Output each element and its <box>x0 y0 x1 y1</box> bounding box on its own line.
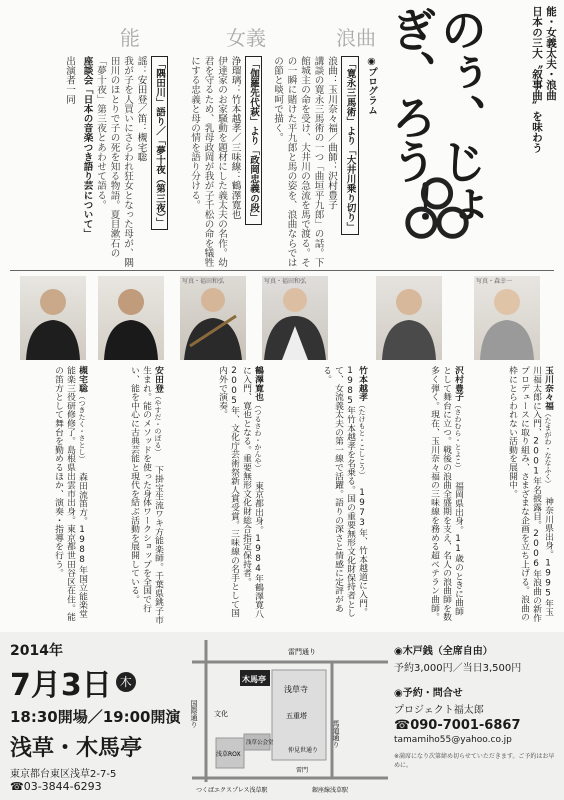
bio-text-tamagawa: 神奈川県出身。1995年玉川福太郎に入門、2001年名披露目。2006年浪曲の新作プロデュースに取り組み、さまざまな企画を立ち上げる。浪曲の枠にとらわれない活動を展開中。 <box>507 366 553 622</box>
noh-desc: 我が子を人買いにさらわれ狂女となった母が、隅田川のほとりで子の死を知る物語。夏目漱石の「夢十夜」第三夜とあわせて語る。 <box>95 56 133 268</box>
map-kaminarimon-dori: 雷門通り <box>288 648 316 656</box>
naniwa-performers: 浪曲：玉川奈々福／曲師：沢村豊子 <box>326 56 337 210</box>
access-map[interactable] <box>192 640 388 800</box>
gidayu-performers: 浄瑠璃：竹本越孝／三味線：鶴澤寛也 <box>229 56 241 220</box>
bio-tsurusawa <box>172 366 264 624</box>
map-tx-station: つくばエクスプレス浅草駅 <box>196 787 268 794</box>
bio-yasuda <box>96 366 164 624</box>
map-mokubatei: 木馬亭 <box>242 675 266 684</box>
photo-tsukitaku <box>20 276 86 360</box>
portrait-icon <box>474 276 540 360</box>
ticket-heading: ◉木戸銭（全席自由） <box>394 646 493 657</box>
bio-text-tsurusawa: 東京都出身。1984年鶴澤寛八に入門、寛也となる。重要無形文化財総合指定保持者。2005年、文化庁芸術祭新人賞受賞。三味線の名手として国内外で演奏。 <box>217 366 263 619</box>
photo-tsurusawa <box>180 276 246 360</box>
portrait-icon <box>98 276 164 360</box>
name-tsurusawa: 鶴澤寛也 <box>253 366 263 402</box>
map-rox: 浅草ROX <box>216 751 241 758</box>
name-tsukitaku: 槻宅聡 <box>77 366 87 393</box>
main-title: のぅ、じょぎ、ろう！ <box>384 6 488 226</box>
name-sawamura: 沢村豊子 <box>453 366 463 402</box>
contact-email[interactable]: tamamiho55@yahoo.co.jp <box>394 735 512 745</box>
gidayu-desc: 伊達家のお家騒動を題材にした義太夫の名作。幼君を守るため、乳母政岡が我が子千松の命を犠牲にする忠義と母の情を語り分ける。 <box>189 56 227 268</box>
noh-title: 「隅田川」語り／「夢十夜（第三夜）」 <box>151 56 169 230</box>
event-venue: 浅草・木馬亭 <box>10 736 143 761</box>
reading-takemoto: （たけもと・こしこう） <box>358 401 366 479</box>
program-heading: ◉プログラム <box>366 56 377 115</box>
reading-yasuda: （やすだ・のぼる） <box>154 392 162 456</box>
bio-text-yasuda: 下掛宝生流ワキ方能楽師。千葉県銚子市生まれ。能のメソッドを使った身体ワークショップを全国で行い、能を中心に古典芸能と現代を結ぶ活動を展開している。 <box>129 366 163 624</box>
ticket-price: 予約3,000円／当日3,500円 <box>394 663 522 674</box>
ticket-contact <box>394 642 558 769</box>
photo-takemoto <box>262 276 328 360</box>
triple-ring-crest-icon <box>398 172 476 250</box>
portrait-icon <box>262 276 328 360</box>
name-tamagawa: 玉川奈々福 <box>543 366 553 410</box>
bio-tsukitaku <box>14 366 88 624</box>
tagline-line2: 日本の三大〝叙事曲〟を味わう <box>531 6 543 153</box>
name-yasuda: 安田登 <box>153 366 163 393</box>
bio-sawamura <box>380 366 464 624</box>
event-weekday: 木 <box>116 672 136 692</box>
gidayu-program <box>182 56 262 268</box>
map-gojunoto: 五重塔 <box>286 712 307 720</box>
portrait-icon <box>20 276 86 360</box>
credit-tamagawa: 写真・森幸一 <box>476 278 513 285</box>
symposium-members: 出演者一同 <box>64 56 75 104</box>
contact-phone[interactable]: ☎090-7001-6867 <box>394 718 521 733</box>
contact-note: ※満席になり次第締め切らせていただきます。ご予約はお早めに。 <box>394 753 555 769</box>
name-takemoto: 竹本越孝 <box>357 366 367 402</box>
naniwa-desc: 講談の寛永三馬術の一つ「曲垣平九郎」の話。下館城主の命を受け、大井川の急流を馬で渡る。その一瞬に賭けた平九郎と馬の姿を、浪曲ならではの節と啖呵で描く。 <box>272 56 324 268</box>
genre-naniwa: 浪曲 <box>336 26 376 50</box>
bio-text-takemoto: 1973年、竹本越道に入門。1985年竹本越孝を名乗る。国の重要無形文化財保持者として、女流義太夫の第一線で活躍。語りの深さと情感に定評がある。 <box>321 366 367 618</box>
contact-org: プロジェクト福太郎 <box>394 705 484 716</box>
map-ginza-station: 銀座線浅草駅 <box>312 787 349 794</box>
reading-sawamura: （さわむら・とよこ） <box>454 401 462 472</box>
map-kaminarimon: 雷門 <box>296 767 309 774</box>
credit-tsurusawa: 写真・福田和弘 <box>182 278 225 285</box>
reading-tamagawa: （たまがわ・ななふく） <box>544 410 552 487</box>
event-tel: ☎03-3844-6293 <box>10 780 102 793</box>
event-address: 東京都台東区浅草2-7-5 <box>10 769 117 780</box>
divider-top <box>10 270 554 271</box>
bio-tamagawa <box>476 366 554 624</box>
reading-tsurusawa: （つるさわ・かんや） <box>254 401 262 472</box>
map-sensoji: 浅草寺 <box>284 685 308 694</box>
symposium-title: 座談会「日本の音楽つき語り芸について」 <box>81 56 93 239</box>
bio-text-tsukitaku: 森田流笛方。1988年国立能楽堂能楽三役研修修了。島根県出雲市出身。東京都世田谷区在住。能の笛方として舞台を勤めるほか、演奏・指導を行う。 <box>53 366 87 622</box>
credit-takemoto: 写真・福田和弘 <box>264 278 307 285</box>
portrait-icon <box>376 276 442 360</box>
map-kokusai-dori: 国際通り <box>190 700 198 728</box>
naniwa-title: 「寛永三馬術」より「大井川乗り切り」 <box>341 56 359 235</box>
genre-gidayu: 女義 <box>226 26 266 50</box>
noh-performers: 謡：安田登／笛：槻宅聡 <box>135 56 147 162</box>
event-date-row <box>10 660 181 704</box>
map-bunka: 文化 <box>214 710 228 718</box>
reading-tsukitaku: （つきたく・さとし） <box>78 392 86 463</box>
event-year: 2014年 <box>10 643 63 659</box>
event-info <box>10 640 181 793</box>
genre-noh: 能 <box>120 26 140 50</box>
photo-yasuda <box>98 276 164 360</box>
map-nakamise: 仲見世通り <box>288 747 319 754</box>
map-umamichi-dori: 馬道通り <box>332 720 340 748</box>
tagline-line1: 能・女義太夫・浪曲 <box>545 6 557 101</box>
map-koukaido: 浅草公会堂 <box>246 740 274 746</box>
photo-sawamura <box>376 276 442 360</box>
tagline <box>530 6 558 153</box>
noh-program <box>18 56 168 268</box>
photo-tamagawa <box>474 276 540 360</box>
contact-heading: ◉予約・問合せ <box>394 688 463 699</box>
gidayu-title: 「伽羅先代萩」より「政岡忠義の段」 <box>245 56 263 225</box>
bio-text-sawamura: 福岡県出身。11歳のときに曲師として舞台に立つ。戦後の浪曲全盛期を支え、名人の浪曲師を数多く弾く。現在、玉川奈々福の三味線を務める超ベテラン曲師。 <box>429 366 463 622</box>
event-date: 7月3日 <box>10 668 112 703</box>
program-section <box>271 56 379 268</box>
event-time: 18:30開場／19:00開演 <box>10 708 181 726</box>
bio-takemoto <box>272 366 368 624</box>
portrait-icon <box>180 276 246 360</box>
